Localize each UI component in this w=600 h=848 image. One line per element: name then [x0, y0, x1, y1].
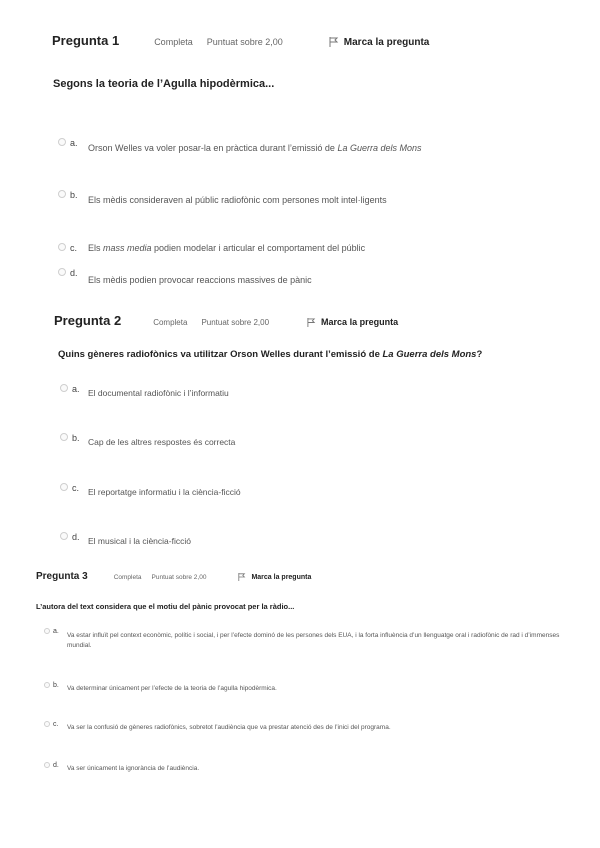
flag-question-button[interactable]	[307, 316, 398, 327]
option-letter: a.	[70, 138, 78, 148]
question-status: Completa	[113, 574, 142, 581]
question-header	[36, 571, 311, 582]
question-score: Puntuat sobre 2,00	[206, 37, 283, 47]
radio-button[interactable]	[60, 384, 68, 392]
option-text: Cap de les altres respostes és correcta	[88, 437, 236, 447]
answer-option-a[interactable]	[60, 384, 229, 398]
flag-label: Marca la pregunta	[321, 317, 399, 327]
answer-option-b[interactable]	[44, 682, 277, 692]
radio-button[interactable]	[44, 762, 50, 768]
option-text: Va ser la confusió de gèneres radiofònics, sobretot l’audiència que va prestar atenció des de l’inici del programa.	[67, 724, 391, 731]
question-score: Puntuat sobre 2,00	[201, 318, 270, 327]
option-text: Els mass media podien modelar i articular el comportament del públic	[88, 243, 366, 253]
question-score: Puntuat sobre 2,00	[151, 574, 207, 581]
option-letter: d.	[72, 532, 80, 542]
radio-button[interactable]	[44, 721, 50, 727]
answer-option-a[interactable]	[58, 138, 422, 153]
option-letter: a.	[53, 628, 59, 635]
question-text: L’autora del text considera que el motiu del pànic provocat per la ràdio...	[36, 602, 295, 611]
option-letter: d.	[53, 762, 59, 769]
radio-button[interactable]	[58, 243, 66, 251]
radio-button[interactable]	[60, 483, 68, 491]
radio-button[interactable]	[58, 268, 66, 276]
radio-button[interactable]	[58, 190, 66, 198]
option-text: Orson Welles va voler posar-la en pràctica durant l’emissió de La Guerra dels Mons	[88, 143, 422, 153]
option-letter: c.	[53, 721, 59, 728]
answer-option-d[interactable]	[44, 762, 199, 772]
flag-question-button[interactable]	[329, 35, 430, 48]
radio-button[interactable]	[58, 138, 66, 146]
option-letter: b.	[72, 433, 80, 443]
flag-question-button[interactable]	[238, 571, 311, 581]
answer-option-d[interactable]	[58, 268, 312, 285]
option-text: Els mèdis consideraven al públic radiofònic com persones molt intel·ligents	[88, 195, 387, 205]
flag-label: Marca la pregunta	[343, 37, 430, 48]
option-letter: c.	[70, 243, 78, 253]
option-letter: b.	[53, 682, 59, 689]
flag-icon	[238, 573, 246, 581]
answer-option-c[interactable]	[44, 721, 391, 731]
answer-option-c[interactable]	[58, 243, 365, 253]
question-header	[54, 313, 398, 328]
option-letter: d.	[70, 268, 78, 278]
flag-icon	[307, 318, 316, 327]
answer-option-c[interactable]	[60, 483, 241, 497]
question-title: Pregunta 3	[36, 571, 88, 582]
option-text: El documental radiofònic i l’informatiu	[88, 388, 229, 398]
radio-button[interactable]	[44, 682, 50, 688]
question-status: Completa	[154, 37, 193, 47]
option-text: Va ser únicament la ignorància de l’audiència.	[67, 765, 200, 772]
radio-button[interactable]	[60, 433, 68, 441]
option-text: Va estar influït pel context econòmic, polític i social, i per l’efecte dominó de les persones dels EUA, i la forta influència d’un llenguatge oral i radiofònic de rad i d’immenses mundial.	[67, 632, 560, 650]
option-text: Els mèdis podien provocar reaccions massives de pànic	[88, 275, 312, 285]
option-letter: c.	[72, 483, 80, 493]
question-title: Pregunta 1	[52, 33, 120, 48]
option-text: El reportatge informatiu i la ciència-ficció	[88, 487, 241, 497]
question-title: Pregunta 2	[54, 313, 122, 328]
option-letter: a.	[72, 384, 80, 394]
flag-label: Marca la pregunta	[251, 574, 312, 581]
question-text: Quins gèneres radiofònics va utilitzar Orson Welles durant l’emissió de La Guerra dels Mons?	[58, 349, 483, 360]
radio-button[interactable]	[60, 532, 68, 540]
question-status: Completa	[153, 318, 188, 327]
answer-option-d[interactable]	[60, 532, 191, 546]
option-text: Va determinar únicament per l’efecte de la teoria de l’agulla hipodèrmica.	[67, 685, 277, 692]
question-text: Segons la teoria de l’Agulla hipodèrmica...	[53, 78, 275, 90]
radio-button[interactable]	[44, 628, 50, 634]
option-letter: b.	[70, 190, 78, 200]
flag-icon	[329, 37, 339, 47]
question-header	[52, 33, 429, 48]
answer-option-a[interactable]	[44, 628, 564, 652]
answer-option-b[interactable]	[60, 433, 235, 447]
answer-option-b[interactable]	[58, 190, 387, 205]
option-text: El musical i la ciència-ficció	[88, 536, 191, 546]
